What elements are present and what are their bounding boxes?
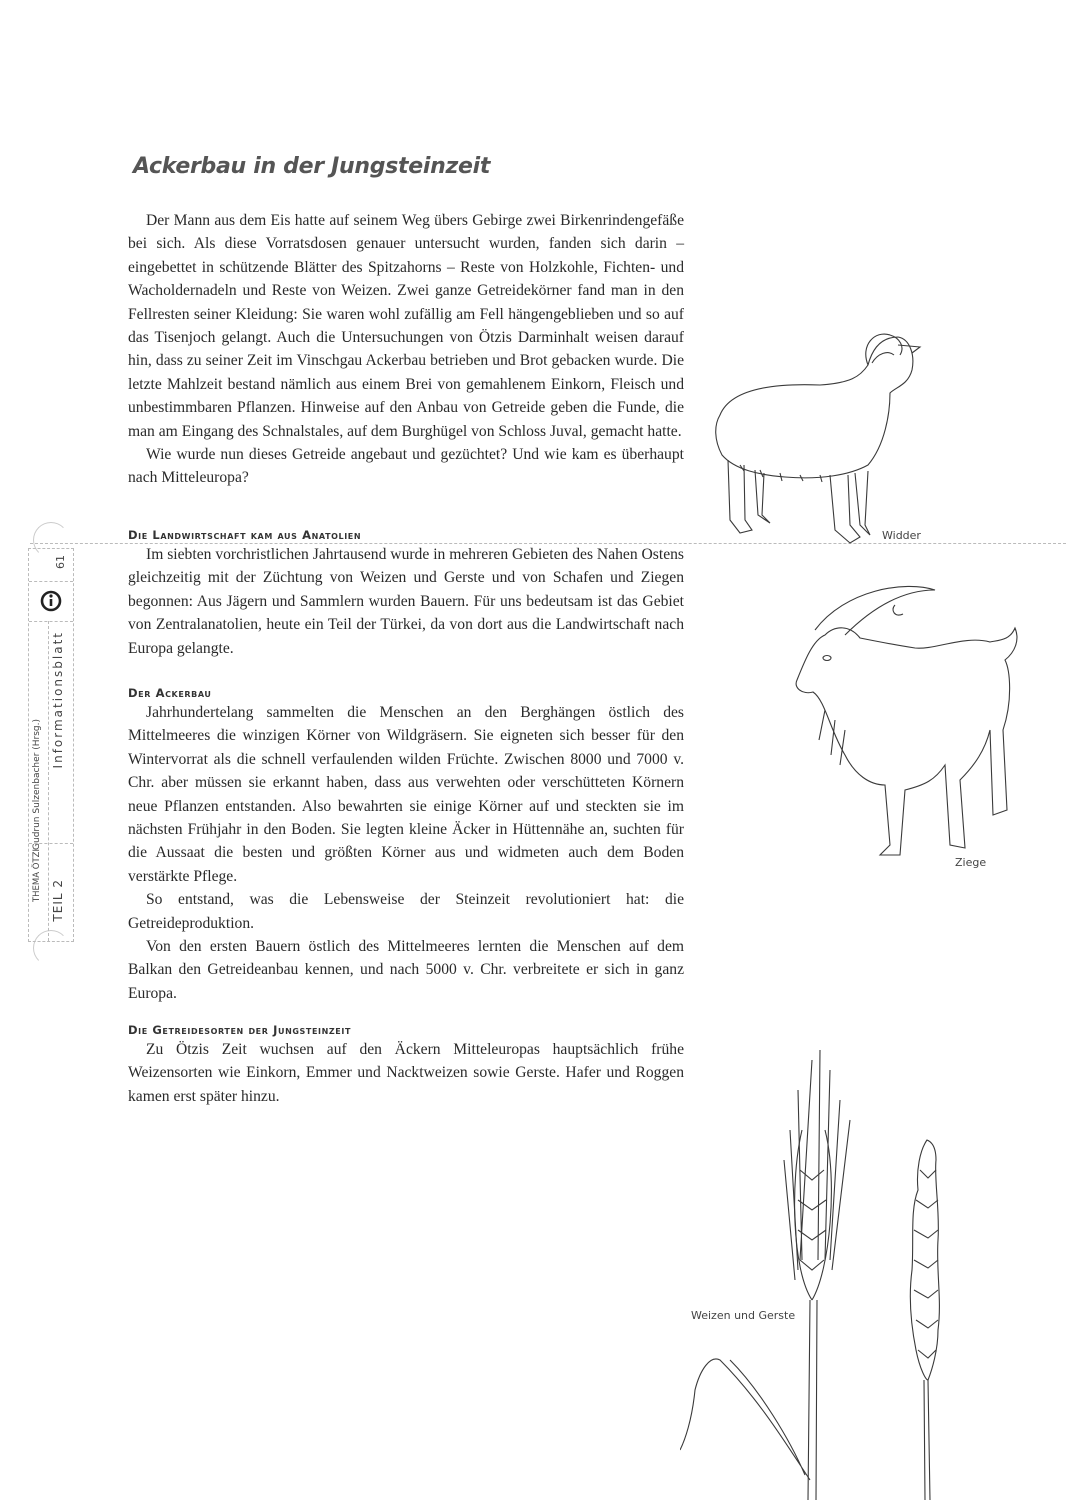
info-icon xyxy=(39,589,63,613)
intro-text xyxy=(128,209,684,490)
section-heading: Die Getreidesorten der Jungsteinzeit xyxy=(128,1023,352,1037)
intro-paragraph: Wie wurde nun dieses Getreide angebaut und gezüchtet? Und wie kam es überhaupt nach Mitteleuropa? xyxy=(128,446,684,487)
series-label: THEMA ÖTZI xyxy=(32,849,42,903)
section-paragraph: Von den ersten Bauern östlich des Mittelmeeres lernten die Menschen auf dem Balkan den Getreideanbau kennen, und nach 5000 v. Chr. verbreitete er sich in ganz Europa. xyxy=(128,938,684,1002)
section-paragraph: So entstand, was die Lebensweise der Steinzeit revolutioniert hat: die Getreideproduktion. xyxy=(128,891,684,932)
ram-illustration xyxy=(700,325,930,547)
section-paragraph: Jahrhundertelang sammelten die Menschen an den Berghängen östlich des Mittelmeeres die winzigen Körner von Wildgräsern. Sie eigneten sich besser für den Wintervorrat als die schnell verfaulenden wilden Früchte. Zwischen 8000 und 7000 v. Chr. aber müssen sie erkannt haben, dass aus verwehten oder verschütteten Körnern neue Pflanzen entstanden. Also bewahrten sie einige Körner auf und steckten sie im nächsten Frühjahr in den Boden. Sie legten kleine Äcker in Hüttennähe an, suchten für die Aussaat die besten und größten Körner aus und widmeten auch dem Boden verstärkte Pflege. xyxy=(128,704,684,885)
grain-caption: Weizen und Gerste xyxy=(691,1309,796,1322)
section-paragraph: Zu Ötzis Zeit wuchsen auf den Äckern Mitteleuropas hauptsächlich frühe Weizensorten wie Einkorn, Emmer und Nacktweizen sowie Gerste. Hafer und Roggen kamen erst später hinzu. xyxy=(128,1041,684,1105)
editor-label: Gudrun Sulzenbacher (Hrsg.) xyxy=(32,719,42,850)
goat-illustration xyxy=(785,580,1035,865)
page-number: 61 xyxy=(54,555,67,569)
section-anatolien xyxy=(128,527,684,660)
intro-paragraph: Der Mann aus dem Eis hatte auf seinem Weg übers Gebirge zwei Birkenrindengefäße bei sich. Als diese Vorratsdosen genauer untersucht wurden, fanden sich darin – eingebettet in schützende Blätter des Spitzahorns – Reste von Holzkohle, Fichten- und Wacholdernadeln und Reste von Weizen. Zwei ganze Getreidekörner fand man in den Fellresten seiner Kleidung: Sie waren wohl zufällig am Fell hängengeblieben und so auf das Tisenjoch gelangt. Auch die Untersuchungen von Ötzis Darminhalt weisen darauf hin, dass zu seiner Zeit im Vinschgau Ackerbau betrieben und Brot gebacken wurde. Die letzte Mahlzeit bestand nämlich aus einem Brei von gemahlenem Einkorn, Fleisch und unbestimmbaren Pflanzen. Hinweise auf den Anbau von Getreide geben die Funde, die man am Eingang des Schnalstales, auf dem Burghügel von Schloss Juval, gemacht hatte. xyxy=(128,212,684,440)
document-type: Informationsblatt xyxy=(51,631,65,769)
part-label: TEIL 2 xyxy=(51,879,65,922)
section-paragraph: Im siebten vorchristlichen Jahrtausend wurde in mehreren Gebieten des Nahen Ostens gleichzeitig mit der Züchtung von Weizen und Gerste und von Schafen und Ziegen begonnen: Aus Jägern und Sammlern wurden Bauern. Für uns bedeutsam ist das Gebiet von Zentralanatolien, heute ein Teil der Türkei, da von dort aus die Landwirtschaft nach Europa gelangte. xyxy=(128,546,684,657)
section-ackerbau xyxy=(128,685,684,1005)
page-title: Ackerbau in der Jungsteinzeit xyxy=(133,154,491,179)
section-heading: Die Landwirtschaft kam aus Anatolien xyxy=(128,528,362,542)
goat-caption: Ziege xyxy=(955,856,987,869)
grain-illustration xyxy=(680,1030,970,1500)
margin-tab xyxy=(28,548,74,942)
ram-caption: Widder xyxy=(882,529,921,542)
section-heading: Der Ackerbau xyxy=(128,686,212,700)
section-getreidesorten xyxy=(128,1022,684,1108)
